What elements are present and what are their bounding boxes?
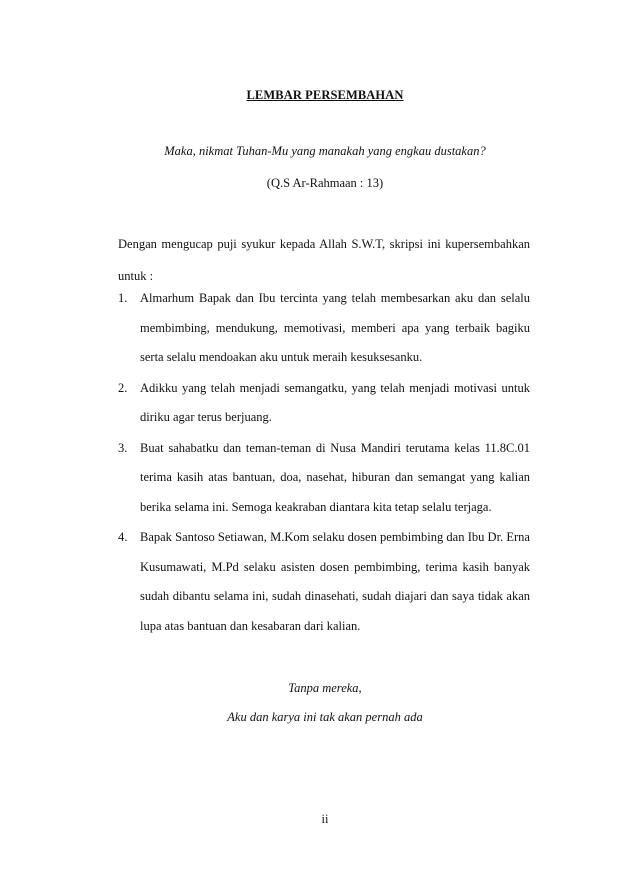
closing-line-2: Aku dan karya ini tak akan pernah ada xyxy=(227,710,423,724)
list-item xyxy=(118,434,530,523)
list-item-text: Buat sahabatku dan teman-teman di Nusa Mandiri terutama kelas 11.8C.01 terima kasih atas bantuan, doa, nasehat, hiburan dan semangat yang kalian berika selama ini. Semoga keakraban diantara kita tetap selalu terjaga. xyxy=(140,440,530,514)
closing-line-1: Tanpa mereka, xyxy=(288,681,362,695)
list-item-number: 2. xyxy=(118,380,128,395)
page-title: LEMBAR PERSEMBAHAN xyxy=(246,88,404,102)
quote-source: (Q.S Ar-Rahmaan : 13) xyxy=(266,176,384,190)
list-item xyxy=(118,284,530,373)
list-item-number: 3. xyxy=(118,440,128,455)
list-item-text: Almarhum Bapak dan Ibu tercinta yang telah membesarkan aku dan selalu membimbing, mendukung, memotivasi, memberi apa yang terbaik bagiku serta selalu mendoakan aku untuk meraih kesuksesanku. xyxy=(140,291,530,364)
page-number: ii xyxy=(321,812,329,826)
closing-block xyxy=(0,674,620,732)
list-item-number: 1. xyxy=(118,291,128,305)
list-item xyxy=(118,523,530,641)
list-item-text: Bapak Santoso Setiawan, M.Kom selaku dosen pembimbing dan Ibu Dr. Erna Kusumawati, M.Pd selaku asisten dosen pembimbing, terima kasih banyak sudah dibantu selama ini, sudah dinasehati, sudah diajari dan saya tidak akan lupa atas bantuan dan kesabaran dari kalian. xyxy=(140,530,530,633)
quote-text: Maka, nikmat Tuhan-Mu yang manakah yang engkau dustakan? xyxy=(164,144,486,158)
intro-paragraph: Dengan mengucap puji syukur kepada Allah S.W.T, skripsi ini kupersembahkan untuk : xyxy=(118,237,530,283)
dedication-list xyxy=(118,284,530,641)
list-item-number: 4. xyxy=(118,530,128,544)
list-item-text: Adikku yang telah menjadi semangatku, yang telah menjadi motivasi untuk diriku agar terus berjuang. xyxy=(140,380,530,424)
list-item xyxy=(118,374,530,433)
